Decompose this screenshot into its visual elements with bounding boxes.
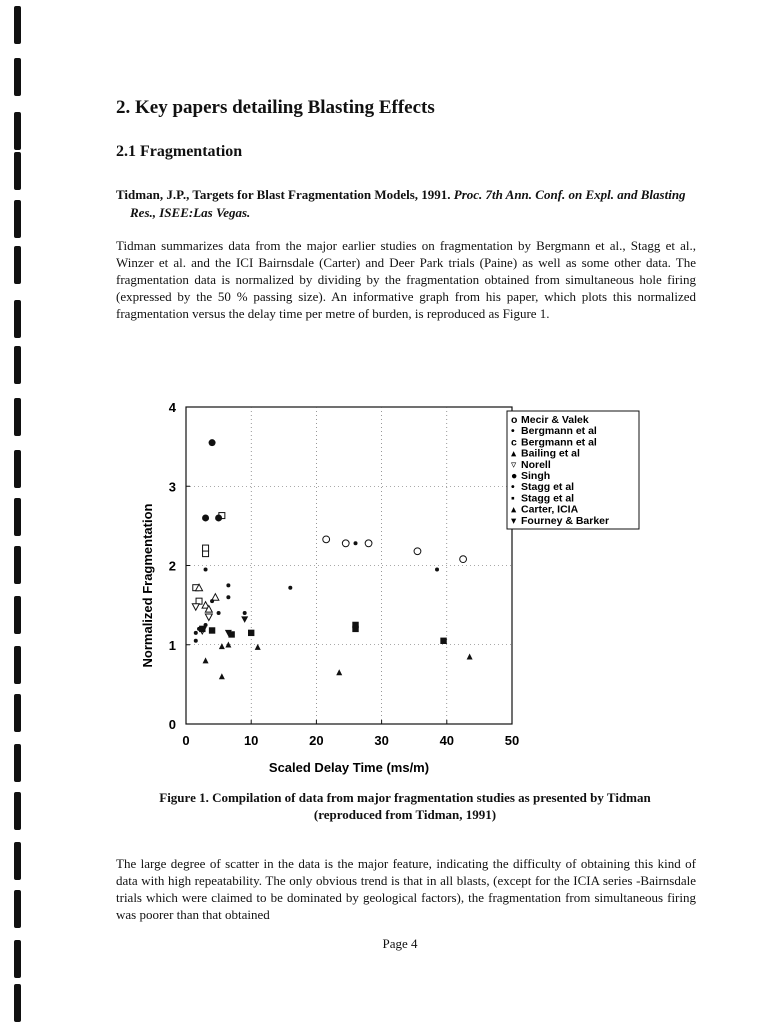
data-point — [414, 548, 421, 555]
data-point — [255, 644, 261, 650]
y-tick-label: 0 — [168, 717, 176, 732]
citation — [116, 186, 690, 222]
paragraph-1: Tidman summarizes data from the major earlier studies on fragmentation by Bergmann et al., Stagg et al., Winzer et al. and the ICI Bairnsdale (Carter) and Deer Park trials (Paine) as well as some other data. The fragmentation data is normalized by dividing by the fragmentation obtained from simultaneous hole firing (expressed by the 50 % passing size). An informative graph from his paper, which plots this normalized fragmentation versus the delay time per metre of burden, is reproduced as Figure 1. — [116, 238, 696, 321]
legend-symbol: o — [511, 414, 518, 426]
data-point — [354, 541, 358, 545]
legend-symbol: ▴ — [511, 503, 517, 516]
data-point — [352, 622, 358, 628]
legend-symbol: ▪ — [511, 492, 515, 505]
x-tick-label: 0 — [182, 733, 190, 748]
data-point — [204, 567, 208, 571]
data-point — [194, 639, 198, 643]
legend-entry: Stagg et al — [521, 492, 575, 505]
data-point — [205, 614, 212, 621]
data-point — [460, 556, 467, 563]
data-point — [288, 586, 292, 590]
legend-symbol: ▿ — [511, 458, 517, 471]
series-5 — [202, 439, 222, 521]
legend-entry: Fourney & Barker — [521, 514, 610, 527]
legend-entry: Singh — [521, 470, 551, 482]
data-point — [194, 631, 198, 635]
data-point — [209, 627, 215, 633]
data-point — [435, 567, 439, 571]
spiral-binding — [14, 0, 32, 1024]
data-point — [219, 673, 225, 679]
data-point — [342, 540, 349, 547]
page-number: Page 4 — [382, 936, 418, 951]
legend-symbol: ▴ — [511, 447, 517, 460]
legend-entry: Mecir & Valek — [521, 414, 589, 426]
x-tick-label: 50 — [504, 733, 520, 748]
data-point — [212, 594, 219, 601]
y-tick-label: 1 — [168, 637, 176, 653]
data-point — [203, 545, 209, 551]
data-point — [323, 536, 330, 543]
y-tick-label: 3 — [168, 479, 176, 495]
data-point — [217, 611, 221, 615]
data-point — [440, 638, 446, 644]
data-point — [365, 540, 372, 547]
series-8 — [203, 642, 473, 680]
data-point — [241, 616, 248, 623]
legend-entry: Bergmann et al — [521, 436, 597, 449]
paragraph-2: The large degree of scatter in the data is the major feature, indicating the difficulty of obtaining this kind of data with high repeatability. The only obvious trend is that in all blasts, (except for the ICIA series -Bairnsdale trials which were claimed to be dominated by geological factors), the fragmentation from simultaneous firing was poorer than that obtained — [116, 856, 696, 922]
figure-caption: Figure 1. Compilation of data from major fragmentation studies as presented by Tidman (reproduced from Tidman, 1991) — [159, 790, 651, 822]
legend-entry: Bergmann et al — [521, 425, 597, 438]
legend-symbol: • — [511, 481, 515, 494]
data-point — [336, 669, 342, 675]
y-tick-label: 2 — [168, 558, 176, 574]
x-tick-label: 10 — [243, 733, 259, 748]
x-axis-label: Scaled Delay Time (ms/m) — [268, 760, 430, 775]
data-point — [226, 583, 230, 587]
fragmentation-chart — [130, 395, 650, 780]
data-point — [248, 630, 254, 636]
legend-entry: Carter, ICIA — [521, 503, 579, 516]
legend-entry: Stagg et al — [521, 481, 575, 494]
section-title: 2. Key papers detailing Blasting Effects — [116, 97, 435, 118]
y-axis-label: Normalized Fragmentation — [140, 503, 155, 668]
citation-authors-title: Tidman, J.P., Targets for Blast Fragmentation Models, 1991. — [116, 187, 451, 202]
legend-entry: Norell — [521, 458, 551, 471]
data-point — [209, 439, 216, 446]
data-point — [203, 657, 209, 663]
data-point — [226, 595, 230, 599]
figure-1 — [130, 395, 650, 780]
legend-symbol: c — [511, 436, 517, 449]
data-point — [199, 626, 205, 632]
data-point — [467, 653, 473, 659]
x-tick-label: 40 — [439, 733, 455, 748]
series-9 — [225, 616, 248, 636]
legend-symbol: • — [511, 425, 515, 438]
data-point — [202, 514, 209, 521]
data-point — [192, 604, 199, 611]
legend-symbol: ● — [511, 470, 518, 482]
x-tick-label: 20 — [309, 733, 324, 748]
data-point — [219, 643, 225, 649]
data-point — [210, 599, 214, 603]
citation-source: Proc. 7th Ann. Conf. on Expl. and Blasting Res., ISEE:Las Vegas. — [130, 187, 686, 220]
data-point — [215, 514, 222, 521]
legend — [507, 411, 639, 529]
legend-entry: Bailing et al — [521, 447, 580, 460]
series-0 — [323, 536, 467, 563]
data-point — [243, 611, 247, 615]
series-7 — [199, 622, 447, 644]
legend-symbol: ▾ — [511, 514, 517, 527]
subsection-title: 2.1 Fragmentation — [116, 143, 243, 160]
y-tick-label: 4 — [168, 400, 176, 415]
x-tick-label: 30 — [374, 733, 389, 748]
